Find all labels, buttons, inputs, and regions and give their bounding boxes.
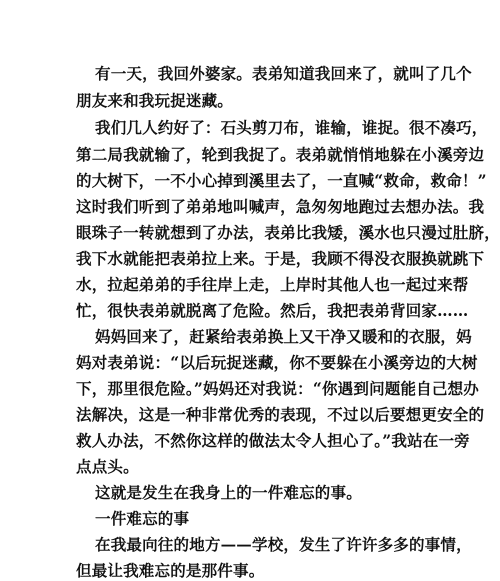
text-line: 有一天，我回外婆家。表弟知道我回来了，就叫了几个 [95,64,472,83]
text-line: 我下水就能把表弟拉上来。于是，我顾不得没衣服换就跳下 [76,249,485,268]
text-line: 点点头。 [76,457,139,476]
text-line: 法解决，这是一种非常优秀的表现，不过以后要想更安全的 [76,405,485,424]
text-line: 下，那里很危险。”妈妈还对我说：“你遇到问题能自己想办 [76,379,479,398]
text-line: 这时我们听到了弟弟地叫喊声，急匆匆地跑过去想办法。我 [76,197,485,216]
text-line: 忙，很快表弟就脱离了危险。然后，我把表弟背回家…… [76,301,469,320]
text-line: 我们几人约好了：石头剪刀布，谁输，谁捉。很不凑巧， [95,118,488,137]
text-line: 救人办法，不然你这样的做法太令人担心了。”我站在一旁 [76,431,470,450]
text-line: 妈妈回来了，赶紧给表弟换上又干净又暖和的衣服，妈 [95,327,472,346]
text-line: 的大树下，一不小心掉到溪里去了，一直喊“救命，救命！” [76,171,487,190]
text-line: 但最让我难忘的是那件事。 [76,561,265,580]
section-heading: 一件难忘的事 [95,509,190,528]
text-line: 朋友来和我玩捉迷藏。 [76,91,234,110]
text-line: 这就是发生在我身上的一件难忘的事。 [95,483,362,502]
text-line: 第二局我就输了，轮到我捉了。表弟就悄悄地躲在小溪旁边 [76,145,485,164]
text-line: 水，拉起弟弟的手往岸上走，上岸时其他人也一起过来帮 [76,275,469,294]
text-line: 眼珠子一转就想到了办法，表弟比我矮，溪水也只漫过肚脐， [76,223,500,242]
text-line: 妈对表弟说：“以后玩捉迷藏，你不要躲在小溪旁边的大树 [76,353,478,372]
text-line: 在我最向往的地方——学校，发生了许许多多的事情， [95,535,472,554]
